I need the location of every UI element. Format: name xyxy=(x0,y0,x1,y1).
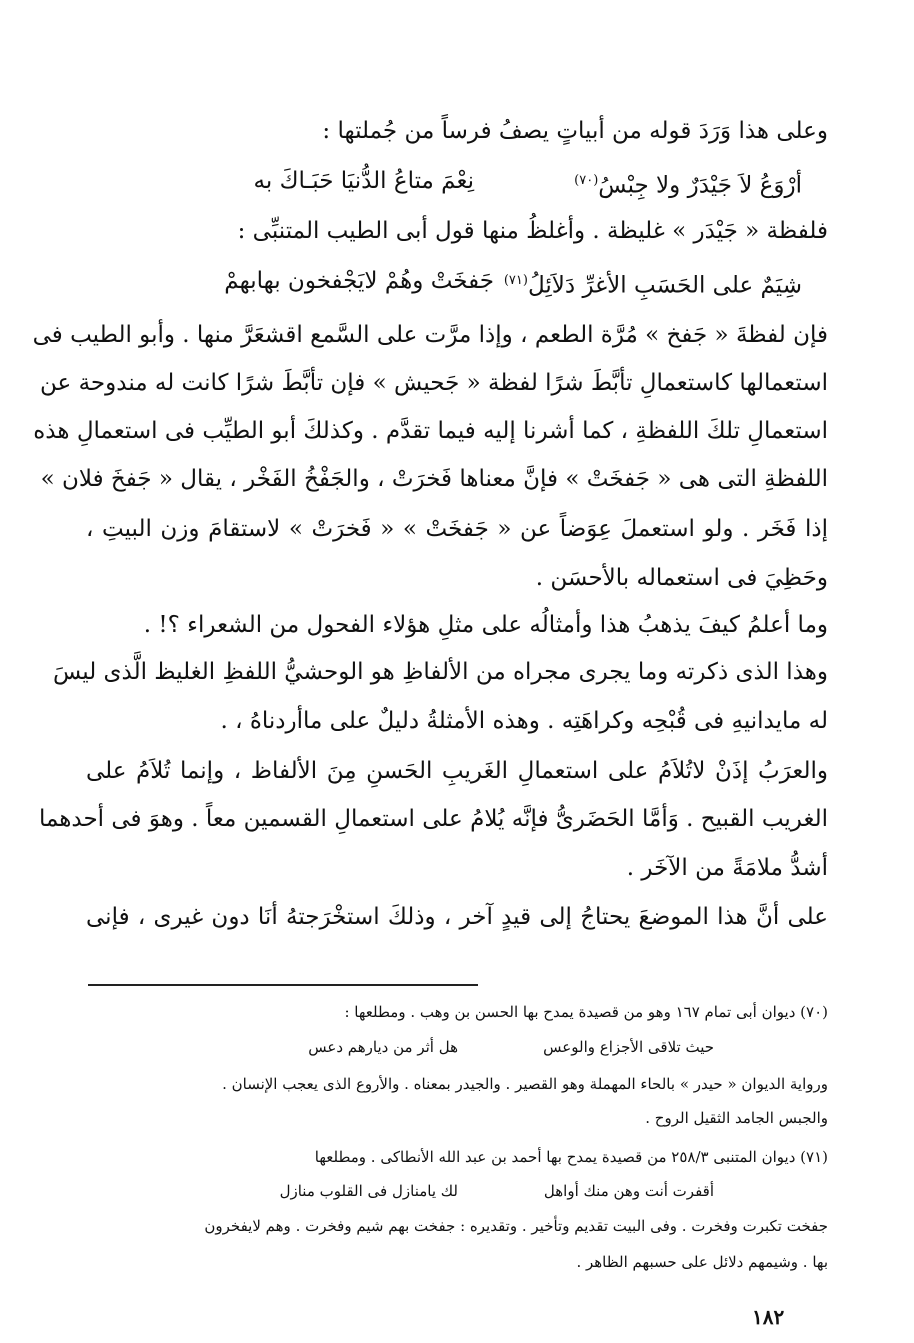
footnote-70-verse-first: هل أثر من ديارهم دعس xyxy=(308,1038,458,1056)
verse-1-first-hemistich: نِعْمَ متاعُ الدُّنيَا حَبَـاكَ به xyxy=(253,168,474,194)
body-line-12: والعرَبُ إذَنْ لاتُلاَمُ على استعمالِ الغَريبِ الحَسنِ مِنَ الألفاظ ، وإنما تُلاَمُ على xyxy=(86,758,828,784)
body-line-9: وما أعلمُ كيفَ يذهبُ هذا وأمثالُه على مثلِ هؤلاء الفحول من الشعراء ؟! . xyxy=(143,612,828,638)
verse-1-second-hemistich xyxy=(574,164,802,203)
body-line-7: إذا فَخَر . ولو استعملَ عِوَضاً عن « جَفخَتْ » « فَخرَتْ » لاستقامَ وزن البيتِ ، xyxy=(86,516,828,542)
body-line-11: له مايدانيهِ فى قُبْحِه وكراهَتِه . وهذه الأمثلةُ دليلٌ على ماأردناهُ ، . xyxy=(220,708,828,734)
body-line-1: وعلى هذا وَرَدَ قوله من أبياتٍ يصفُ فرساً من جُملتها : xyxy=(322,118,828,144)
verse-1-second-text: أرْوَعُ لاَ جَيْدَرٌ ولا جِبْسُ xyxy=(598,172,802,199)
footnote-70-note-line-2: والجبس الجامد الثقيل الروح . xyxy=(645,1109,828,1127)
body-line-2: فلفظة « جَيْدَر » غليظة . وأغلظُ منها قول أبى الطيب المتنبِّى : xyxy=(237,218,828,244)
body-line-10: وهذا الذى ذكرته وما يجرى مجراه من الألفاظِ هو الوحشيُّ اللفظِ الغليظ الَّذى ليسَ xyxy=(52,659,828,685)
footnote-71-verse-second: أقفرت أنت وهن منك أواهل xyxy=(543,1182,714,1200)
footnote-71-note-line-1: جفخت تكبرت وفخرت . وفى البيت تقديم وتأخير . وتقديره : جفخت بهم شيم وفخرت . وهم لايفخرون xyxy=(204,1217,828,1235)
footnote-ref-71: (٧١) xyxy=(503,273,528,288)
body-line-8: وحَظِيَ فى استعماله بالأحسَن . xyxy=(535,565,828,591)
body-line-3: فإن لفظةَ « جَفخ » مُرَّة الطعم ، وإذا مرَّت على السَّمع اقشعَرَّ منها . وأبو الطيب فى xyxy=(32,322,828,348)
body-line-5: استعمالِ تلكَ اللفظةِ ، كما أشرنا إليه فيما تقدَّم . وكذلكَ أبو الطيِّب فى استعمالِ هذه xyxy=(33,418,828,444)
footnote-71-verse-first: لك يامنازل فى القلوب منازل xyxy=(279,1182,458,1200)
body-line-4: استعمالها كاستعمالِ تأبَّطَ شرًا لفظة « جَحيش » فإن تأبَّطَ شرًا كانت له مندوحة عن xyxy=(40,370,828,396)
footnote-71-note-line-2: بها . وشيمهم دلائل على حسبهم الظاهر . xyxy=(576,1253,828,1271)
footnote-separator xyxy=(88,984,478,986)
body-line-14: أشدُّ ملامَةً من الآخَر . xyxy=(626,855,828,881)
footnote-70-title: (٧٠) ديوان أبى تمام ١٦٧ وهو من قصيدة يمدح بها الحسن بن وهب . ومطلعها : xyxy=(344,1003,828,1021)
verse-2-first-hemistich: جَفخَتْ وهُمْ لايَجْفخون بهابهمْ xyxy=(224,268,494,294)
body-line-6: اللفظةِ التى هى « جَفخَتْ » فإنَّ معناها فَخرَتْ ، والجَفْخُ الفَخْر ، يقال « جَفخَ فلان » xyxy=(40,466,828,492)
body-line-15: على أنَّ هذا الموضعَ يحتاجُ إلى قيدٍ آخر ، وذلكَ استخْرَجتهُ أنَا دون غيرى ، فإنى xyxy=(86,904,828,930)
verse-2-second-hemistich xyxy=(504,264,802,303)
page-number: ١٨٢ xyxy=(752,1305,785,1329)
footnote-70-verse-second: حيث تلاقى الأجزاع والوعس xyxy=(543,1038,714,1056)
footnote-71-title: (٧١) ديوان المتنبى ٢٥٨/٣ من قصيدة يمدح بها أحمد بن عبد الله الأنطاكى . ومطلعها xyxy=(314,1148,828,1166)
verse-2-second-text: شِيَمٌ على الحَسَبِ الأغرِّ دَلاَئِلُ xyxy=(527,272,802,299)
footnote-ref-70: (٧٠) xyxy=(574,173,599,188)
body-line-13: الغريب القبيح . وَأمَّا الحَضَرىُّ فإنَّه يُلامُ على استعمالِ القسمين معاً . وهوَ فى أحدهما xyxy=(38,806,828,832)
footnote-70-note-line-1: ورواية الديوان « حيدر » بالحاء المهملة وهو القصير . والجيدر بمعناه . والأروع الذى يعجب الإنسان . xyxy=(222,1075,828,1093)
